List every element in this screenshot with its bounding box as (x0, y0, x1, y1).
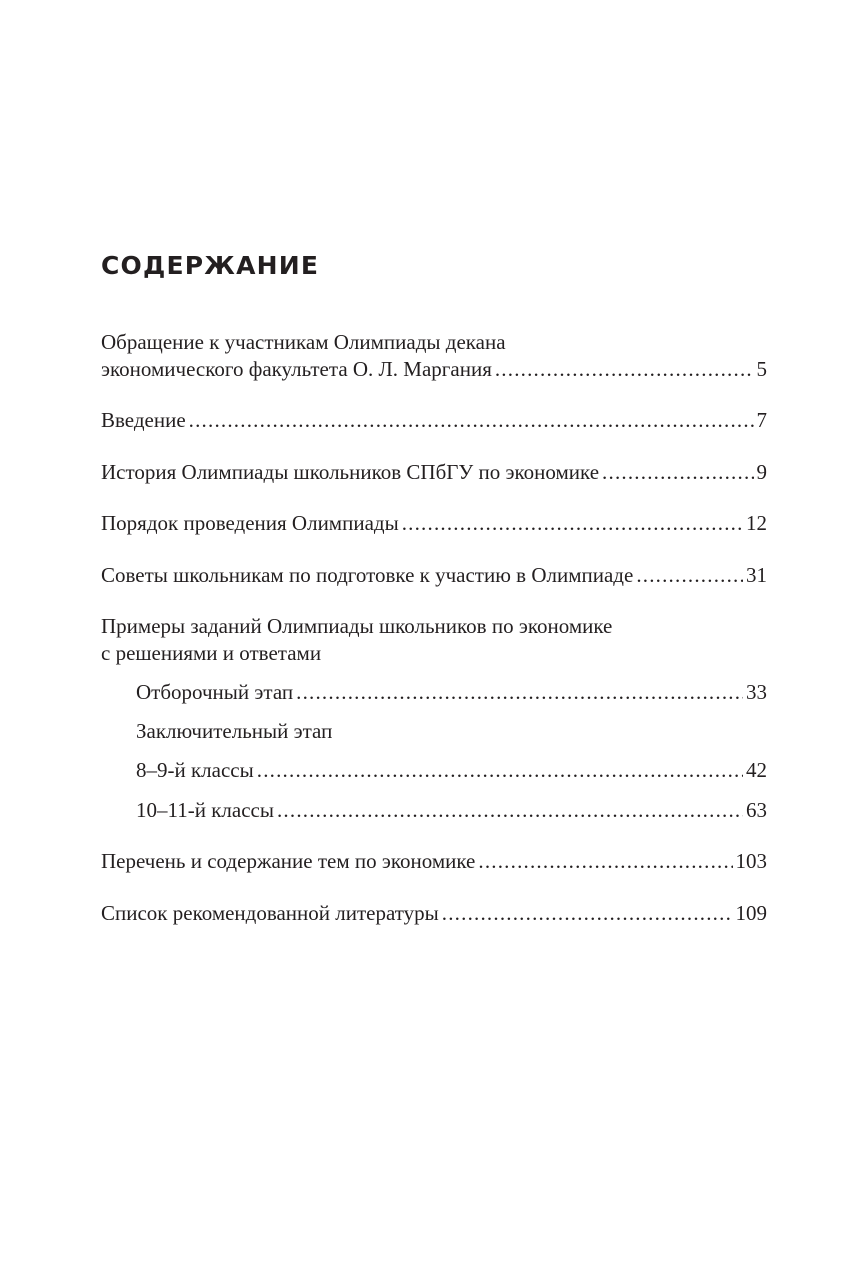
toc-entry-text: Перечень и содержание тем по экономике (101, 849, 476, 873)
dot-leader (189, 407, 754, 434)
toc-entry-line (101, 510, 767, 537)
toc-entry-literature[interactable] (101, 900, 767, 927)
toc-entry-text: Список рекомендованной литературы (101, 901, 439, 925)
toc-entry-text: Советы школьникам по подготовке к участию в Олимпиаде (101, 563, 634, 587)
dot-leader (277, 797, 743, 824)
dot-leader (495, 356, 754, 383)
toc-page-number: 12 (746, 511, 767, 535)
toc-entry-text: Заключительный этап (136, 719, 333, 743)
toc-entry-text: с решениями и ответами (101, 641, 322, 665)
toc-entry-line (101, 459, 767, 486)
toc-entry-text: Обращение к участникам Олимпиады декана (101, 330, 506, 354)
toc-entry-text: 8–9-й классы (136, 758, 254, 782)
toc-entry-grades-10-11[interactable] (136, 797, 767, 824)
toc-entry-line (101, 562, 767, 589)
toc-page-number: 5 (756, 357, 767, 381)
toc-page-number: 42 (746, 758, 767, 782)
toc-entry-examples[interactable] (101, 613, 767, 667)
dot-leader (442, 900, 733, 927)
toc-entry-text: Отборочный этап (136, 680, 294, 704)
dot-leader (296, 679, 743, 706)
toc-entry-line (101, 848, 767, 875)
toc-entry-line (101, 900, 767, 927)
toc-page-number: 33 (746, 680, 767, 704)
toc-entry-text: экономического факультета О. Л. Маргания (101, 357, 492, 381)
toc-entry-advice[interactable] (101, 562, 767, 589)
toc-entry-history[interactable] (101, 459, 767, 486)
toc-entry-line (136, 757, 767, 784)
toc-entry-text: Введение (101, 408, 186, 432)
toc-page-number: 9 (756, 460, 767, 484)
toc-entry-topics[interactable] (101, 848, 767, 875)
toc-entry-line (136, 679, 767, 706)
toc-entry-introduction[interactable] (101, 407, 767, 434)
toc-entry-address[interactable] (101, 329, 767, 383)
toc-entry-procedure[interactable] (101, 510, 767, 537)
toc-entry-qualifying-stage[interactable] (136, 679, 767, 706)
toc-entry-final-stage[interactable] (136, 718, 767, 745)
dot-leader (478, 848, 732, 875)
toc-entry-text: Порядок проведения Олимпиады (101, 511, 399, 535)
toc-entry-text: Примеры заданий Олимпиады школьников по экономике (101, 614, 613, 638)
dot-leader (257, 757, 743, 784)
toc-entry-line (101, 356, 767, 383)
toc-page-number: 63 (746, 798, 767, 822)
toc-page-number: 7 (756, 408, 767, 432)
toc-entry-grades-8-9[interactable] (136, 757, 767, 784)
toc-page-number: 109 (735, 901, 767, 925)
page-title: СОДЕРЖАНИЕ (101, 251, 320, 280)
dot-leader (402, 510, 743, 537)
toc-entry-line (101, 407, 767, 434)
toc-entry-text: История Олимпиады школьников СПбГУ по экономике (101, 460, 600, 484)
toc-entry-text: 10–11-й классы (136, 798, 274, 822)
toc-entry-line (136, 797, 767, 824)
toc-page-number: 103 (735, 849, 767, 873)
dot-leader (636, 562, 743, 589)
toc-page-number: 31 (746, 563, 767, 587)
dot-leader (602, 459, 753, 486)
